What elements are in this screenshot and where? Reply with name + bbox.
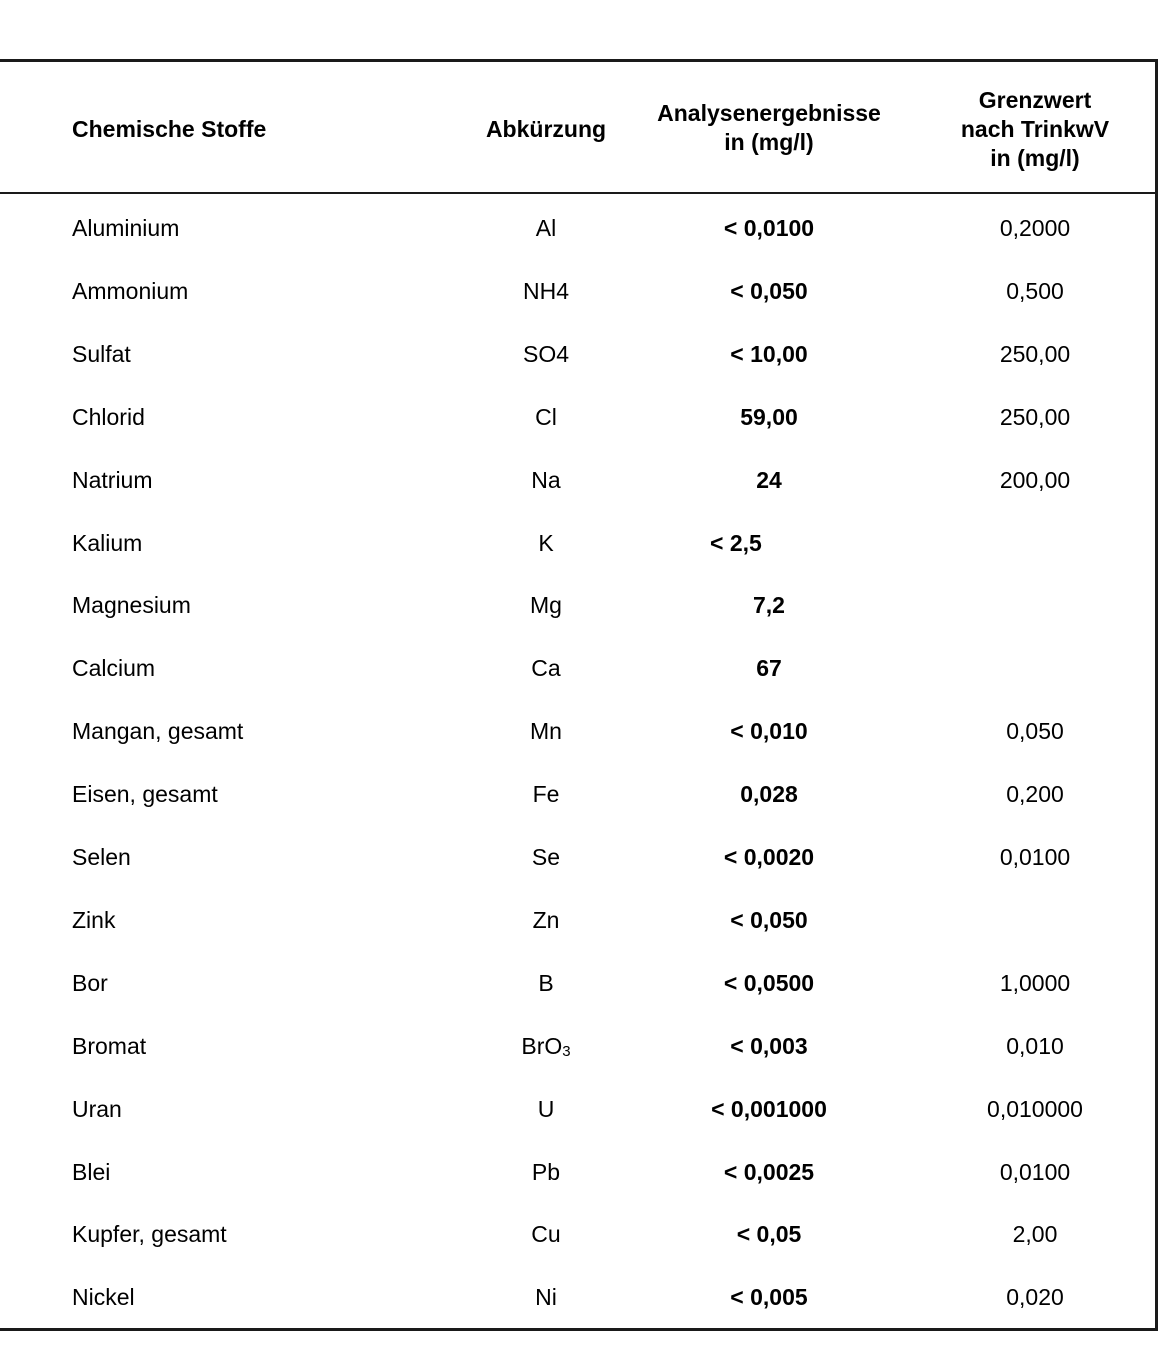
cell-substance: Blei [72, 1158, 111, 1185]
table-row [0, 774, 1158, 814]
cell-abbreviation [470, 774, 622, 814]
abbreviation-text: K [538, 529, 554, 556]
table-row [0, 523, 1158, 563]
table-row [0, 648, 1158, 688]
table-row [0, 460, 1158, 500]
table-row [0, 837, 1158, 877]
cell-result: < 0,0020 [723, 844, 815, 870]
cell-result: < 0,05 [736, 1221, 802, 1248]
cell-limit: 0,020 [1006, 1284, 1064, 1311]
cell-result: 24 [756, 466, 782, 493]
abbreviation-text: Mn [530, 718, 562, 745]
header-limit-line2: nach TrinkwV [960, 115, 1110, 142]
abbreviation-text: Ca [531, 655, 561, 682]
abbreviation-text: Al [535, 215, 557, 241]
cell-result: < 0,0500 [723, 969, 815, 996]
abbreviation-text: U [537, 1095, 555, 1122]
table-row [0, 963, 1158, 1003]
table-row [0, 1277, 1158, 1317]
abbreviation-text: Na [531, 466, 561, 493]
cell-result: 67 [756, 655, 782, 682]
cell-abbreviation [470, 1277, 622, 1317]
cell-abbreviation [470, 1089, 622, 1129]
cell-abbreviation [470, 585, 622, 625]
cell-substance: Mangan, gesamt [72, 718, 244, 745]
abbreviation-text: NH4 [522, 277, 569, 304]
header-result-line2: in (mg/l) [724, 129, 814, 155]
cell-abbreviation [470, 711, 622, 751]
cell-substance: Bromat [72, 1032, 147, 1059]
cell-abbreviation [470, 523, 622, 563]
cell-result: 7,2 [753, 592, 785, 619]
header-substance: Chemische Stoffe [72, 115, 267, 142]
table-row [0, 208, 1158, 248]
header-result [635, 98, 903, 158]
cell-limit: 250,00 [999, 403, 1071, 430]
cell-result: < 10,00 [730, 340, 808, 367]
cell-abbreviation [470, 837, 622, 877]
cell-limit [935, 585, 1135, 625]
cell-substance: Natrium [72, 466, 153, 493]
header-result-line1: Analysenergebnisse [657, 100, 881, 126]
abbreviation-text: Zn [532, 906, 560, 933]
cell-limit [935, 523, 1135, 563]
table-row [0, 334, 1158, 374]
cell-substance: Ammonium [72, 277, 189, 304]
cell-abbreviation [470, 1214, 622, 1254]
cell-result: < 0,003 [730, 1032, 808, 1059]
cell-abbreviation [470, 334, 622, 374]
cell-result: < 0,010 [730, 718, 808, 745]
cell-result: 59,00 [740, 403, 798, 430]
abbreviation-text: SO4 [522, 340, 570, 367]
abbreviation-text: Pb [531, 1158, 561, 1185]
cell-limit: 0,200 [1006, 781, 1064, 808]
cell-result: < 0,050 [730, 277, 808, 304]
table-row [0, 1026, 1158, 1066]
cell-substance: Magnesium [72, 592, 191, 619]
cell-limit: 0,010000 [987, 1095, 1083, 1122]
cell-result: 0,028 [740, 781, 798, 808]
cell-limit: 0,010 [1006, 1032, 1064, 1059]
cell-substance: Eisen, gesamt [72, 781, 218, 808]
cell-abbreviation [470, 460, 622, 500]
cell-limit [935, 900, 1135, 940]
table-frame [0, 59, 1158, 1331]
cell-result: < 2,5 [710, 529, 762, 556]
cell-result: < 0,005 [730, 1284, 808, 1311]
abbreviation-text: BrO [521, 1032, 563, 1059]
abbreviation-text: Mg [530, 592, 562, 619]
cell-abbreviation [470, 1026, 622, 1066]
cell-abbreviation [470, 900, 622, 940]
cell-limit: 0,0100 [999, 844, 1071, 870]
cell-substance: Sulfat [72, 340, 131, 367]
table-row [0, 1214, 1158, 1254]
cell-abbreviation [470, 271, 622, 311]
cell-result: < 0,050 [730, 906, 808, 933]
abbreviation-text: Cl [535, 403, 557, 430]
cell-abbreviation [470, 1152, 622, 1192]
cell-substance: Calcium [72, 655, 156, 682]
cell-substance: Bor [72, 969, 108, 996]
cell-result: < 0,0025 [723, 1158, 815, 1185]
abbreviation-text: Fe [532, 781, 560, 808]
abbreviation-text: Cu [531, 1221, 561, 1248]
cell-limit: 0,0100 [999, 1158, 1071, 1185]
cell-substance: Selen [72, 844, 131, 870]
header-divider [0, 192, 1158, 194]
header-limit-line3: in (mg/l) [990, 144, 1080, 171]
abbreviation-text: Ni [535, 1284, 557, 1311]
table-row [0, 271, 1158, 311]
cell-limit: 1,0000 [999, 969, 1071, 996]
table-row [0, 585, 1158, 625]
table-row [0, 900, 1158, 940]
cell-limit: 0,050 [1006, 718, 1064, 745]
cell-limit: 250,00 [999, 340, 1071, 367]
abbreviation-subscript: 3 [562, 1042, 571, 1060]
header-limit [935, 84, 1135, 174]
cell-substance: Kalium [72, 529, 143, 556]
header-limit-line1: Grenzwert [978, 86, 1092, 113]
abbreviation-text: B [538, 969, 554, 996]
cell-substance: Aluminium [72, 215, 180, 241]
cell-limit: 0,2000 [999, 215, 1071, 241]
cell-abbreviation [470, 397, 622, 437]
cell-result: < 0,001000 [711, 1095, 827, 1122]
cell-substance: Chlorid [72, 403, 145, 430]
cell-substance: Uran [72, 1095, 122, 1122]
cell-substance: Nickel [72, 1284, 135, 1311]
table-row [0, 1152, 1158, 1192]
cell-abbreviation [470, 648, 622, 688]
cell-limit: 0,500 [1006, 277, 1064, 304]
table-row [0, 1089, 1158, 1129]
cell-result: < 0,0100 [723, 215, 815, 241]
table-row [0, 397, 1158, 437]
cell-substance: Kupfer, gesamt [72, 1221, 227, 1248]
abbreviation-text: Se [531, 844, 561, 870]
cell-limit: 200,00 [999, 466, 1071, 493]
table-row [0, 711, 1158, 751]
cell-abbreviation [470, 963, 622, 1003]
cell-substance: Zink [72, 906, 116, 933]
header-abbreviation: Abkürzung [485, 115, 607, 142]
cell-limit: 2,00 [1012, 1221, 1058, 1248]
cell-abbreviation [470, 208, 622, 248]
cell-limit [935, 648, 1135, 688]
